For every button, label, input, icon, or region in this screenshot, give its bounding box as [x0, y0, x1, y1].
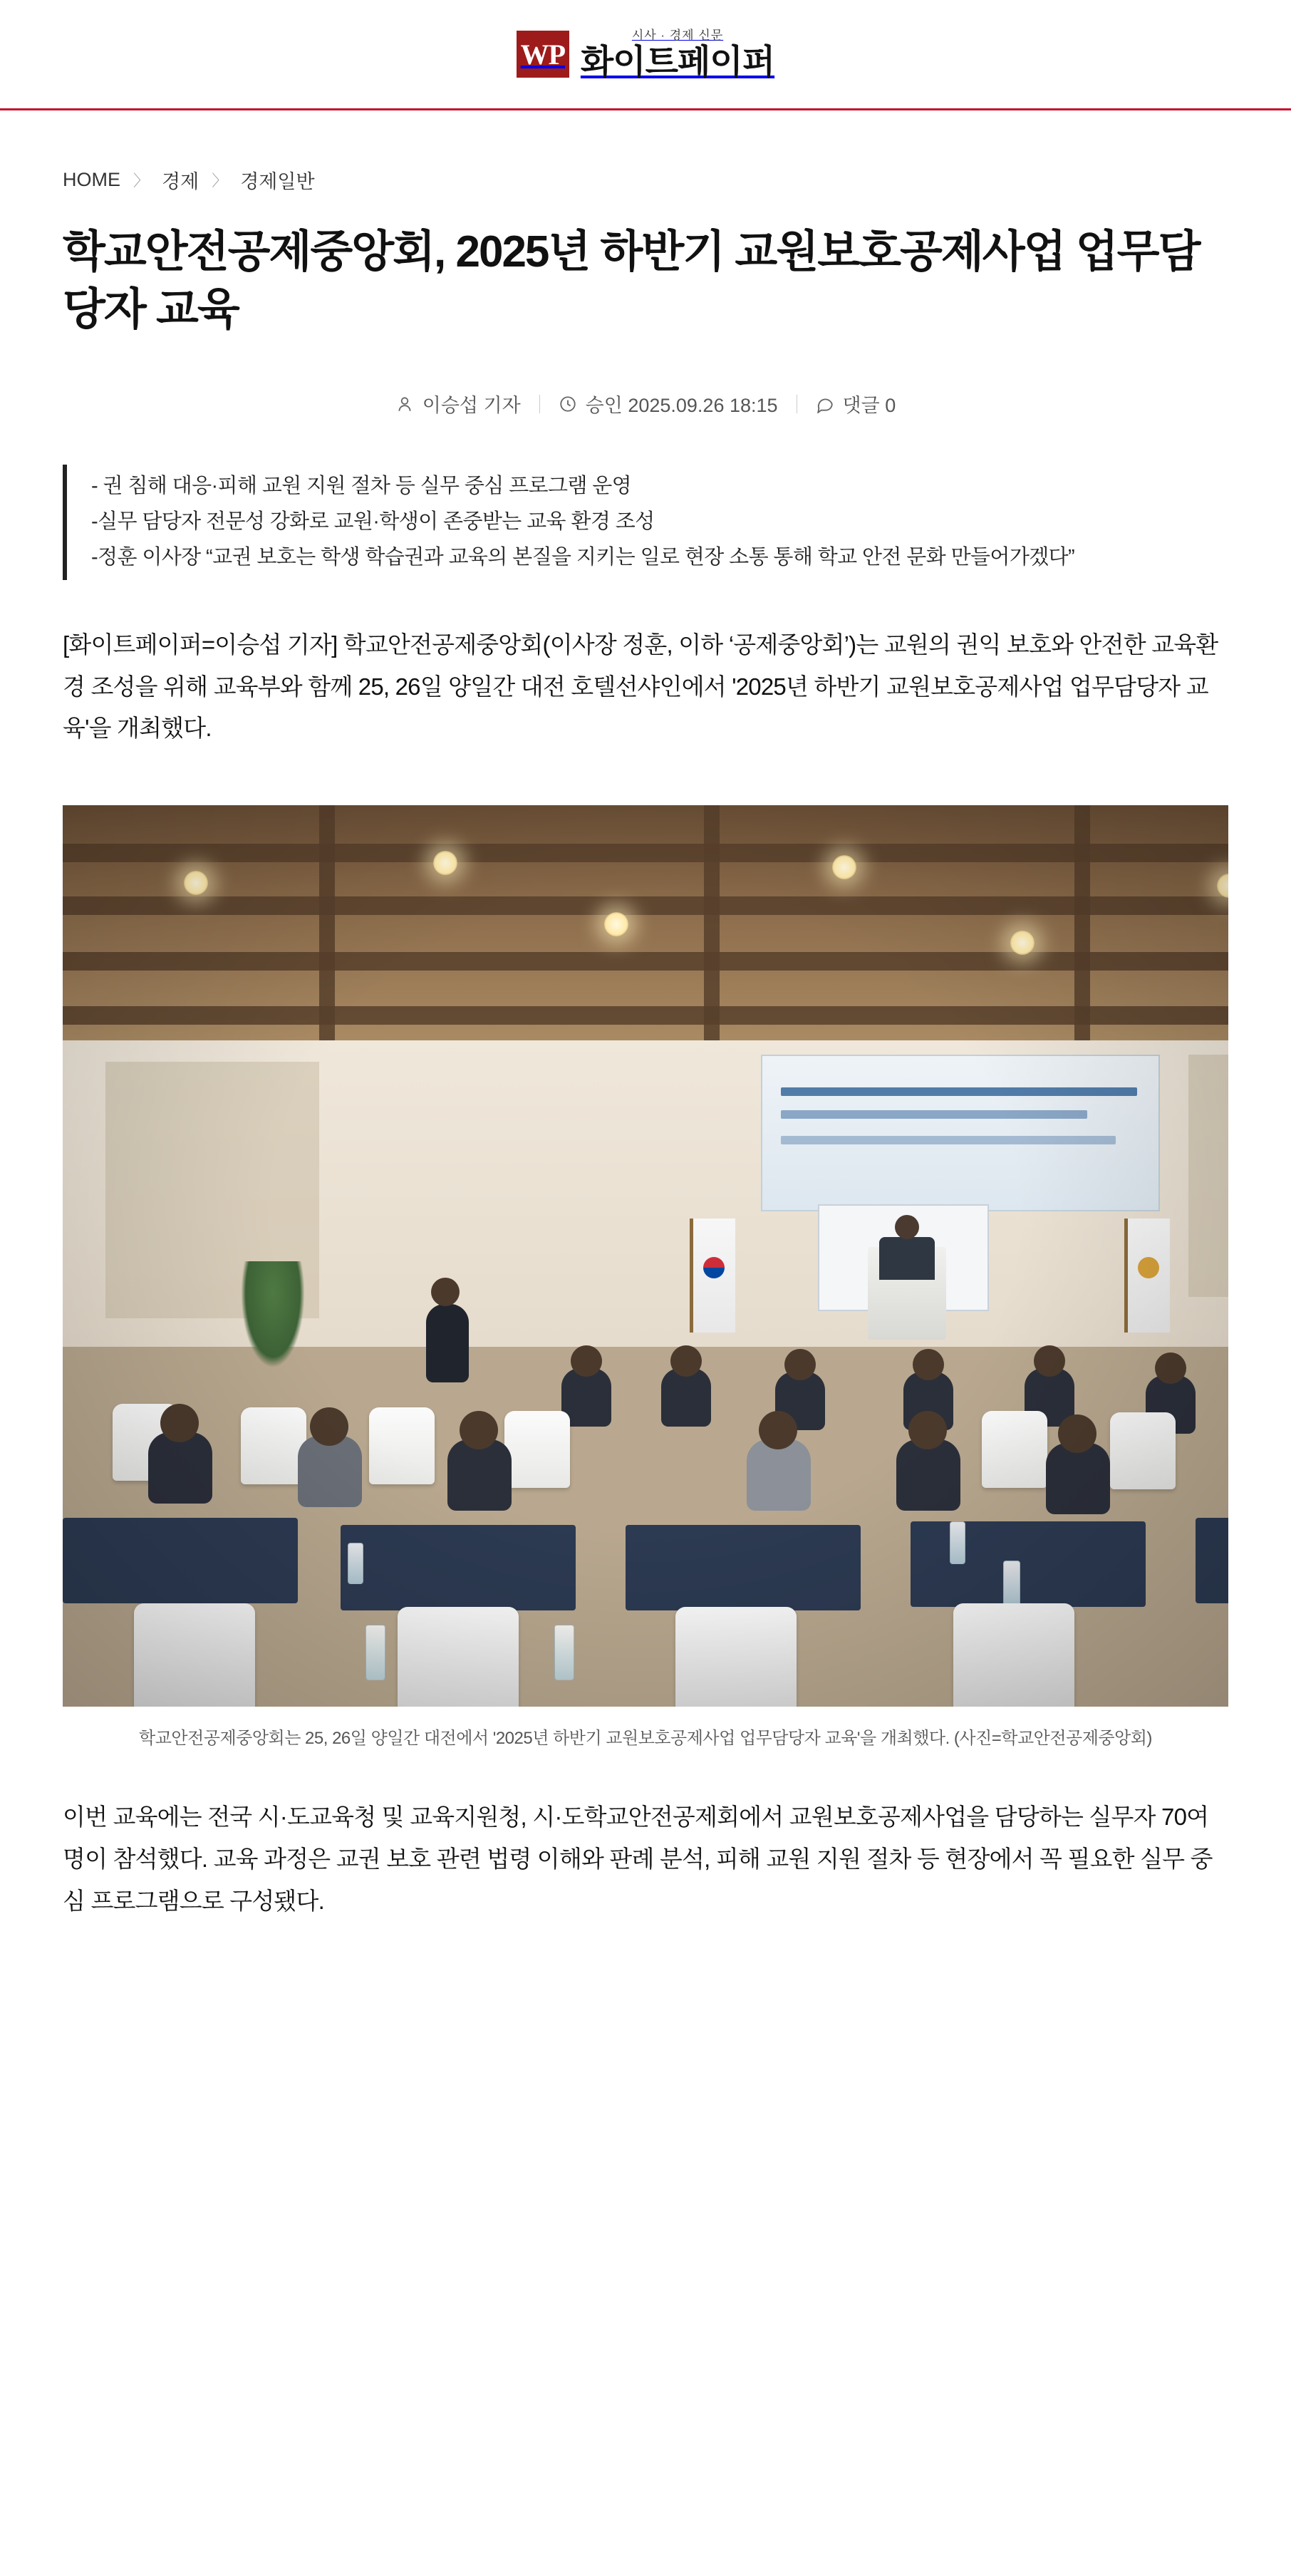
summary-line-3: -정훈 이사장 “교권 보호는 학생 학습권과 교육의 본질을 지키는 일로 현장 소통 통해 학교 안전 문화 만들어가겠다”: [91, 545, 1075, 569]
article-figure: [63, 805, 1228, 1752]
summary-line-1: - 권 침해 대응·피해 교원 지원 절차 등 실무 중심 프로그램 운영: [91, 475, 632, 498]
site-logo[interactable]: [517, 29, 774, 80]
byline-author-name: 이승섭 기자: [422, 395, 521, 417]
byline-date: [540, 390, 797, 418]
article-paragraph-2: 이번 교육에는 전국 시·도교육청 및 교육지원청, 시·도학교안전공제회에서 교원보호공제사업을 담당하는 실무자 70여 명이 참석했다. 교육 과정은 교권 보호 관련 법령 이해와 판례 분석, 피해 교원 지원 절차 등 현장에서 꼭 필요한 실무 중심 프로그램으로 구성됐다.: [63, 1804, 1213, 1914]
byline-author: [377, 390, 539, 418]
logo-kicker: 시사 · 경제 신문: [631, 28, 724, 42]
summary-line-2: -실무 담당자 전문성 강화로 교원·학생이 존중받는 교육 환경 조성: [91, 510, 655, 534]
page-title: 학교안전공제중앙회, 2025년 하반기 교원보호공제사업 업무담당자 교육: [63, 227, 1200, 334]
article-summary: [63, 465, 1228, 580]
clock-icon: [559, 395, 577, 413]
logo-mark: WP: [517, 31, 569, 78]
figure-caption: 학교안전공제중앙회는 25, 26일 양일간 대전에서 '2025년 하반기 교원보호공제사업 업무담당자 교육'을 개최했다. (사진=학교안전공제중앙회): [139, 1729, 1152, 1749]
article-body-top: [63, 624, 1228, 750]
byline-comments[interactable]: [797, 390, 915, 418]
logo-text-block: [581, 29, 774, 80]
article-paragraph-1: [화이트페이퍼=이승섭 기자] 학교안전공제중앙회(이사장 정훈, 이하 ‘공제중앙회’)는 교원의 권익 보호와 안전한 교육환경 조성을 위해 교육부와 함께 25, 26일 양일간 대전 호텔선샤인에서 '2025년 하반기 교원보호공제사업 업무담당자 교육'을 개최했다.: [63, 631, 1218, 742]
article-byline: [63, 390, 1228, 418]
comment-icon: [816, 395, 834, 413]
article-body-bottom: [63, 1796, 1228, 1922]
site-header: [0, 0, 1291, 110]
breadcrumb-item-home[interactable]: HOME: [63, 169, 120, 190]
logo-title: 화이트페이퍼: [580, 43, 775, 81]
byline-date-text: 승인 2025.09.26 18:15: [585, 395, 778, 417]
chevron-right-icon: 〉: [212, 172, 228, 190]
conference-hall-photo: [63, 805, 1228, 1707]
page-container: [26, 110, 1265, 1923]
user-icon: [395, 395, 414, 413]
breadcrumb: [63, 110, 1228, 194]
photo-vignette: [63, 805, 1228, 1707]
breadcrumb-item-economy-general[interactable]: 경제일반: [240, 171, 315, 192]
chevron-right-icon: 〉: [133, 172, 150, 190]
breadcrumb-item-economy[interactable]: 경제: [162, 171, 199, 192]
byline-comments-text: 댓글 0: [842, 395, 896, 417]
